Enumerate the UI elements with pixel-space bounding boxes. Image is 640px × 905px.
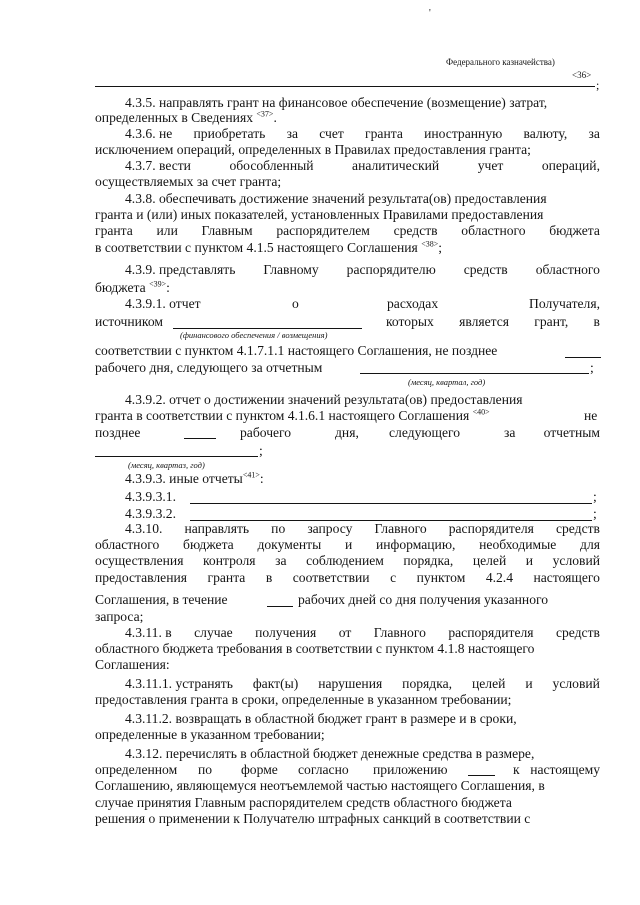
item-4-3-9-1-line4-end: ; (590, 360, 594, 375)
item-4-3-11-2-line1: 4.3.11.2. возвращать в областной бюджет грант в размере и в сроки, (125, 711, 517, 726)
days-field-1[interactable] (565, 357, 601, 358)
item-4-3-11-line2: областного бюджета требования в соответствии с пунктом 4.1.8 настоящего (95, 641, 535, 656)
item-4-3-6-line2: исключением операций, определенных в Правилах предоставления гранта; (95, 142, 531, 157)
item-4-3-10-line5-tail: рабочих дней со дня получения указанного (298, 592, 549, 607)
item-4-3-11-1-line1: 4.3.11.1. устранять факт(ы) нарушения порядка, целей и условий (125, 676, 600, 691)
item-4-3-11-2-line2: определенные в указанном требовании; (95, 727, 325, 742)
funding-type-hint: (финансового обеспечения / возмещения) (180, 330, 328, 340)
item-4-3-7-line2: осуществляемых за счет гранта; (95, 174, 282, 189)
days-field-2[interactable] (184, 438, 216, 439)
header-treasury: Федерального казначейства) (446, 57, 555, 67)
item-4-3-9-line2: бюджета $^{<39>}$: (95, 279, 170, 295)
item-4-3-9-3-1-end: ; (593, 489, 597, 504)
item-4-3-9-2-line3: позднее рабочего дня, следующего за отчетным (95, 425, 600, 440)
item-4-3-9-3-1: 4.3.9.3.1. (125, 489, 176, 504)
item-4-3-9-3: 4.3.9.3. иные отчеты$^{<41>}$: (125, 470, 264, 486)
header-line (95, 86, 595, 87)
item-4-3-5-line2: определенных в Сведениях $^{<37>}$. (95, 109, 277, 125)
item-4-3-12-line4: случае принятия Главным распорядителем средств областного бюджета (95, 795, 512, 810)
item-4-3-9-2-line1: 4.3.9.2. отчет о достижении значений результата(ов) предоставления (125, 392, 523, 407)
item-4-3-10-line3: осуществления контроля за соблюдением порядка, целей и условий (95, 553, 600, 568)
item-4-3-9-1-source-label: источником (95, 314, 163, 329)
top-mark: ' (429, 8, 431, 19)
item-4-3-10-line4: предоставления гранта в соответствии с пунктом 4.2.4 настоящего (95, 570, 600, 585)
item-4-3-10-line5: Соглашения, в течение (95, 592, 228, 607)
item-4-3-9-2-line2: гранта в соответствии с пунктом 4.1.6.1 настоящего Соглашения $^{<40>}$ (95, 407, 490, 423)
header-semicolon: ; (596, 78, 600, 92)
period-hint-2: (месяц, квартаз, год) (128, 460, 205, 470)
item-4-3-9-1-line2-tail: которых является грант, в (386, 314, 600, 329)
item-4-3-11-line3: Соглашения: (95, 657, 170, 672)
other-report-field-1[interactable] (190, 503, 592, 504)
item-4-3-10-line2: областного бюджета документы и информацию, необходимые для (95, 537, 600, 552)
item-4-3-6-line1: 4.3.6. не приобретать за счет гранта иностранную валюту, за (125, 126, 600, 141)
item-4-3-5-line1: 4.3.5. направлять грант на финансовое обеспечение (возмещение) затрат, (125, 95, 548, 110)
appendix-number-field[interactable] (468, 775, 495, 776)
funding-type-field[interactable] (173, 328, 362, 329)
header-note: <36> (572, 70, 592, 80)
item-4-3-12-line3: Соглашению, являющемуся неотъемлемой частью настоящего Соглашения, в (95, 778, 545, 793)
item-4-3-9-2-line2-end: не (584, 408, 598, 423)
item-4-3-9-3-2: 4.3.9.3.2. (125, 506, 176, 521)
item-4-3-9-2-line4-end: ; (259, 443, 263, 458)
item-4-3-11-line1: 4.3.11. в случае получения от Главного распорядителя средств (125, 625, 600, 640)
item-4-3-9-3-2-end: ; (593, 506, 597, 521)
item-4-3-7-line1: 4.3.7. вести обособленный аналитический учет операций, (125, 158, 600, 173)
item-4-3-9-1-line3: соответствии с пунктом 4.1.7.1.1 настоящего Соглашения, не позднее (95, 343, 498, 358)
item-4-3-8-line1: 4.3.8. обеспечивать достижение значений результата(ов) предоставления (125, 191, 547, 206)
item-4-3-9-1-line4: рабочего дня, следующего за отчетным (95, 360, 323, 375)
item-4-3-11-1-line2: предоставления гранта в сроки, определенные в указанном требовании; (95, 692, 512, 707)
days-field-3[interactable] (267, 606, 293, 607)
period-field-2[interactable] (95, 456, 258, 457)
period-field-1[interactable] (360, 373, 589, 374)
period-hint-1: (месяц, квартал, год) (408, 377, 486, 387)
item-4-3-12-line2: определенном по форме согласно приложению к настоящему (95, 762, 600, 777)
item-4-3-12-line1: 4.3.12. перечислять в областной бюджет денежные средства в размере, (125, 746, 535, 761)
item-4-3-12-line5: решения о применении к Получателю штрафных санкций в соответствии с (95, 811, 531, 826)
item-4-3-10-line6: запроса; (95, 609, 144, 624)
item-4-3-8-line3: гранта или Главным распорядителем средств областного бюджета (95, 223, 600, 238)
item-4-3-9-line1: 4.3.9. представлять Главному распорядителю средств областного (125, 262, 600, 277)
item-4-3-8-line4: в соответствии с пунктом 4.1.5 настоящего Соглашения $^{<38>}$; (95, 239, 443, 255)
item-4-3-8-line2: гранта и (или) иных показателей, установленных Правилами предоставления (95, 207, 544, 222)
item-4-3-10-line1: 4.3.10. направлять по запросу Главного распорядителя средств (125, 521, 600, 536)
